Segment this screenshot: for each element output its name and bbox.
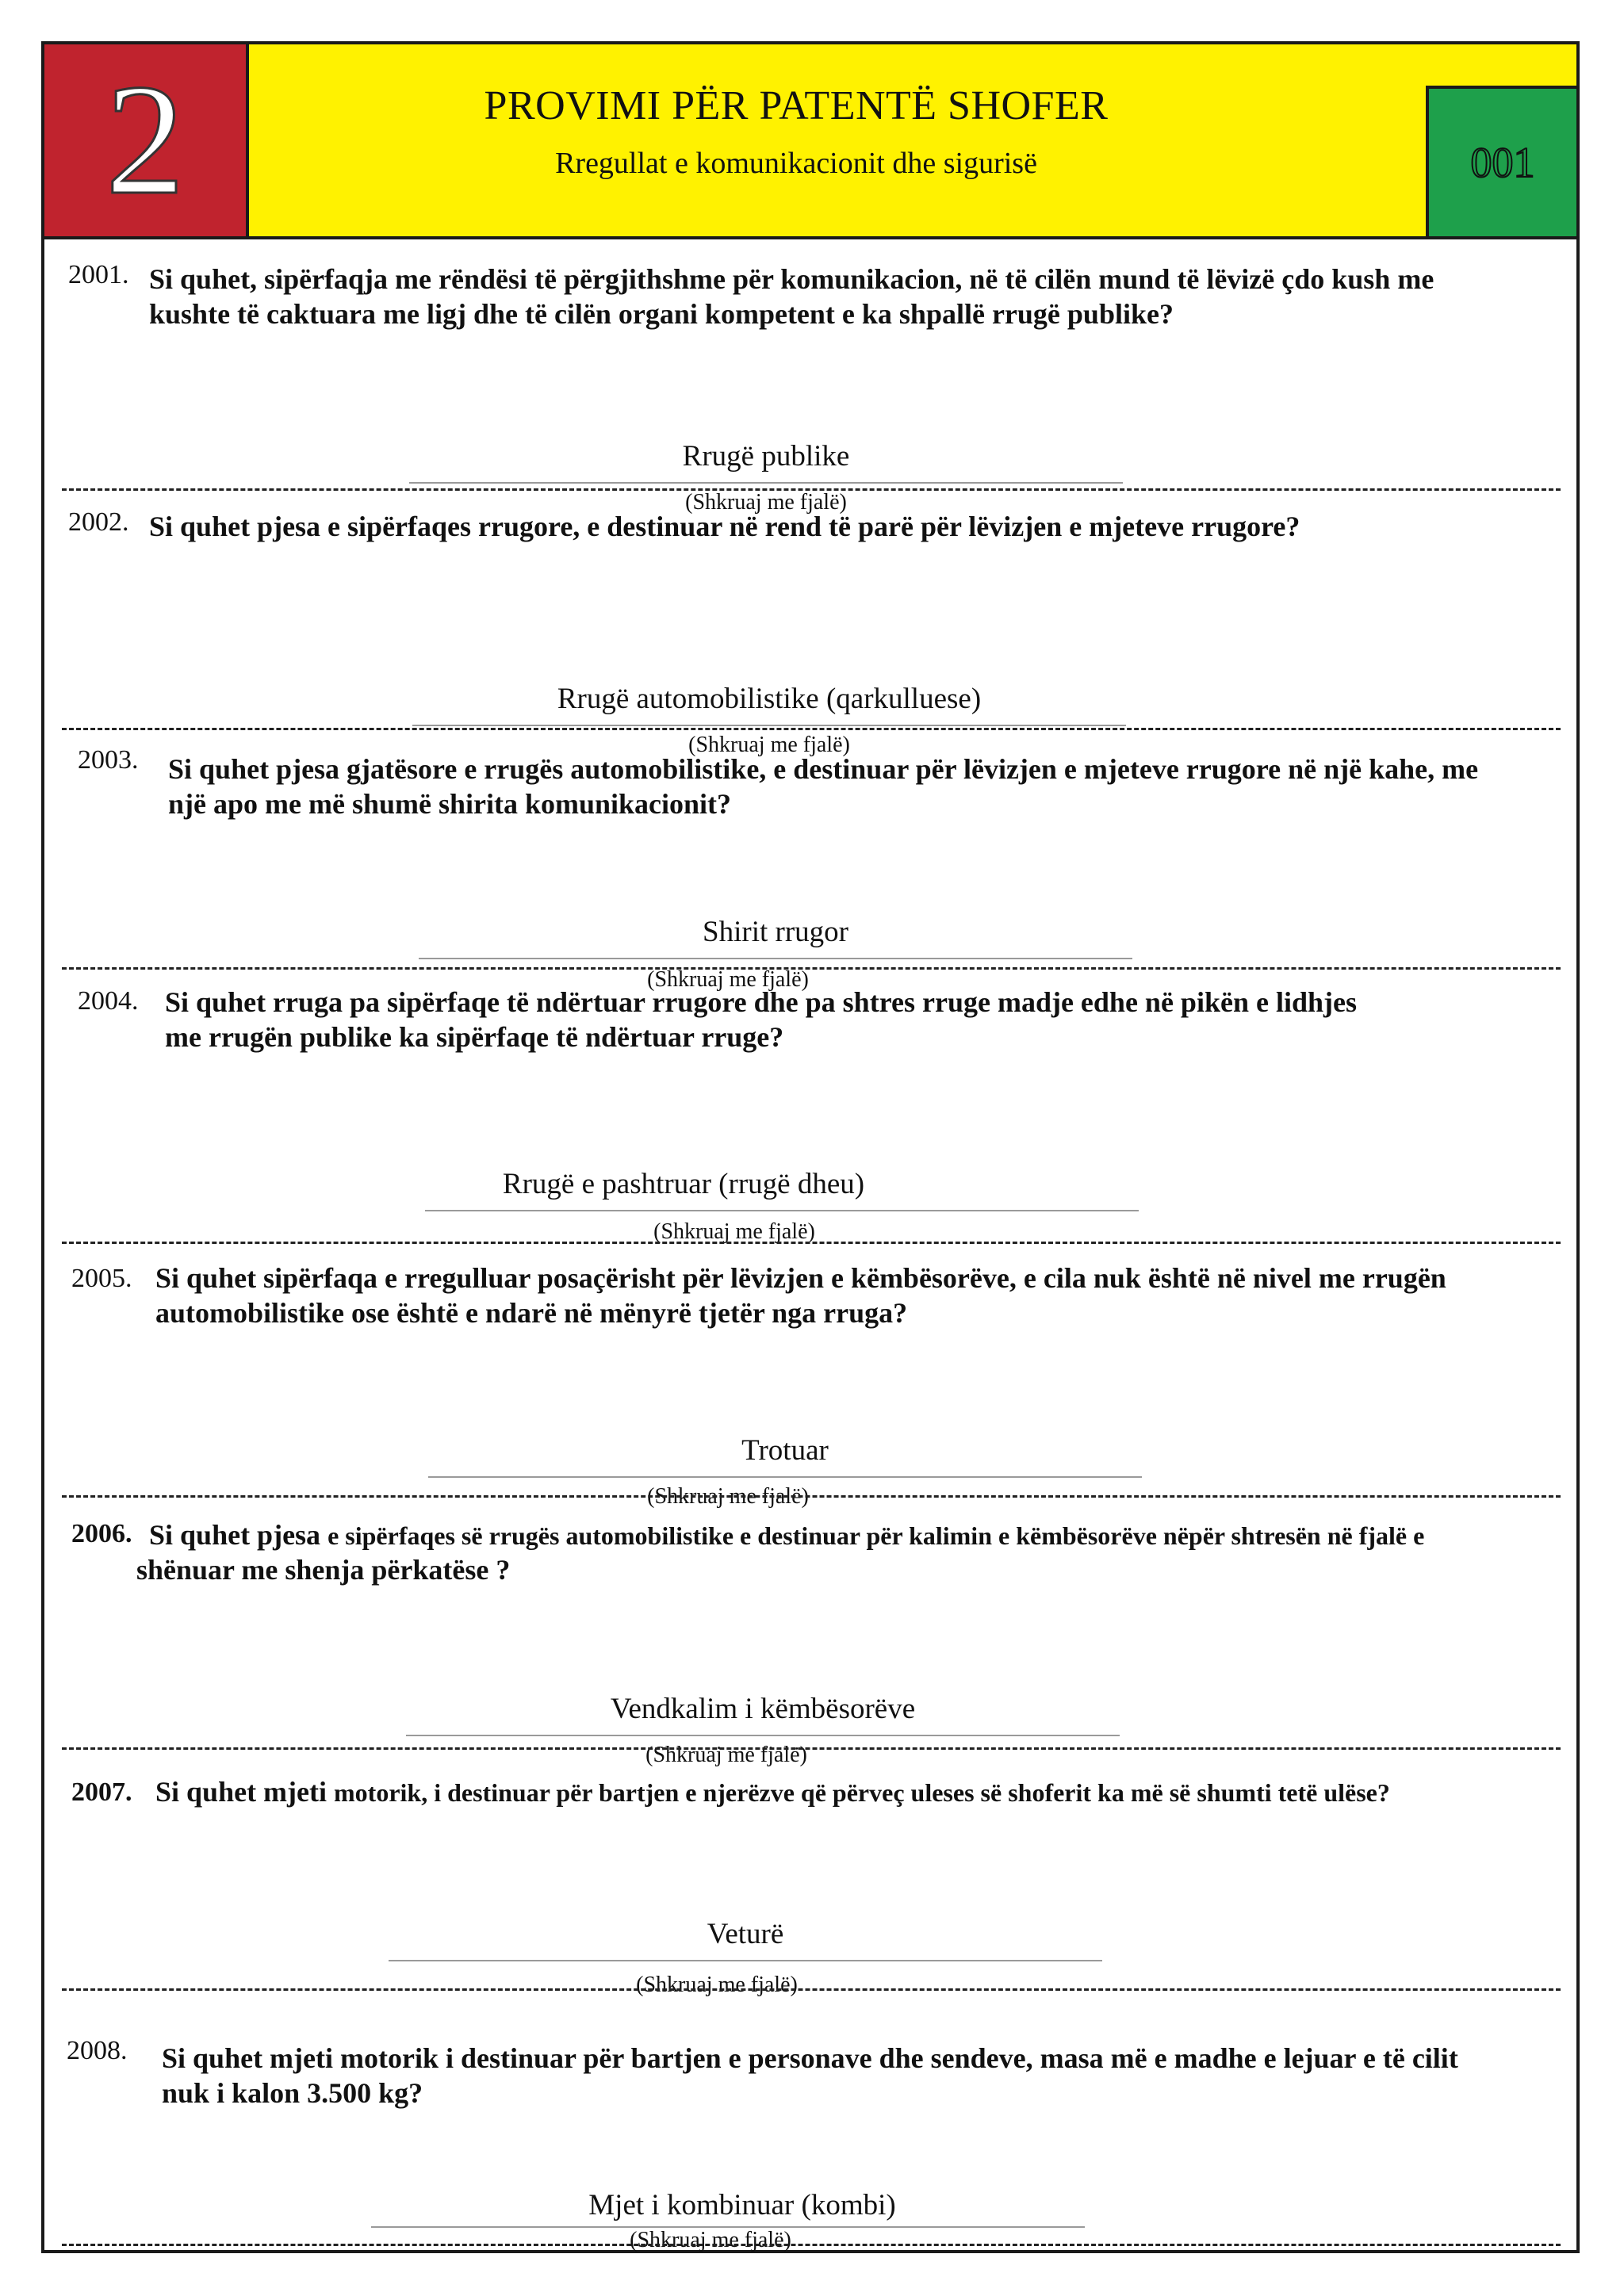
answer-line	[406, 1735, 1120, 1736]
dashed-divider	[62, 1988, 1561, 1991]
answer-text: Shirit rrugor	[703, 916, 848, 948]
question-line-1: Si quhet sipërfaqa e rregulluar posaçërisht për lëvizjen e këmbësorëve, e cila nuk është në nivel me rrugën	[155, 1262, 1446, 1294]
question-lead: Si quhet mjeti	[155, 1776, 327, 1808]
dashed-divider	[62, 2244, 1561, 2246]
category-box	[44, 44, 249, 236]
exam-subtitle: Rregullat e komunikacionit dhe sigurisë	[555, 147, 1037, 180]
answer-text: Vendkalim i këmbësorëve	[610, 1693, 916, 1725]
dashed-divider	[62, 728, 1561, 730]
question-rest: e sipërfaqes së rrugës automobilistike e destinuar për kalimin e këmbësorëve nëpër shtresën në fjalë e	[327, 1521, 1425, 1550]
question-line-1: Si quhet, sipërfaqja me rëndësi të përgjithshme për komunikacion, në të cilën mund të lëvizë çdo kush me	[149, 263, 1434, 295]
dashed-divider	[62, 1495, 1561, 1498]
exam-title: PROVIMI PËR PATENTË SHOFER	[484, 83, 1109, 128]
title-box	[249, 44, 1576, 236]
question-line-2: shënuar me shenja përkatëse ?	[136, 1554, 511, 1586]
answer-hint: (Shkruaj me fjalë)	[630, 2228, 791, 2252]
question-line-1: Si quhet pjesa gjatësore e rrugës automobilistike, e destinuar për lëvizjen e mjeteve rrugore në një kahe, me	[168, 753, 1479, 785]
question-text	[165, 985, 1357, 1054]
dashed-divider	[62, 1242, 1561, 1244]
dashed-divider	[62, 967, 1561, 970]
question-text	[155, 1774, 1390, 1810]
answer-hint: (Shkruaj me fjalë)	[647, 1484, 809, 1509]
answer-text: Trotuar	[741, 1434, 829, 1467]
answer-text: Rrugë automobilistike (qarkulluese)	[557, 683, 982, 715]
dashed-divider	[62, 488, 1561, 491]
answer-text: Rrugë publike	[682, 440, 850, 473]
question-text	[162, 2041, 1458, 2110]
answer-text: Mjet i kombinuar (kombi)	[588, 2189, 896, 2221]
answer-text: Rrugë e pashtruar (rrugë dheu)	[502, 1168, 865, 1200]
answer-hint: (Shkruaj me fjalë)	[636, 1973, 798, 1997]
sheet-code: 001	[1470, 139, 1535, 186]
question-lead: Si quhet pjesa	[149, 1519, 321, 1551]
question-line-2: kushte të caktuara me ligj dhe të cilën organi kompetent e ka shpallë rrugë publike?	[149, 298, 1174, 330]
question-line-1: Si quhet rruga pa sipërfaqe të ndërtuar rrugore dhe pa shtres rruge madje edhe në pikën e lidhjes	[165, 986, 1357, 1018]
question-number: 2005.	[71, 1264, 132, 1293]
question-line-1: Si quhet mjeti motorik i destinuar për bartjen e personave dhe sendeve, masa më e madhe e lejuar e të cilit	[162, 2042, 1458, 2074]
answer-text: Veturë	[707, 1918, 784, 1950]
question-number: 2002.	[68, 507, 129, 537]
answer-hint: (Shkruaj me fjalë)	[645, 1743, 807, 1767]
question-text	[149, 509, 1300, 544]
question-text-continued	[136, 1552, 510, 1587]
answer-hint: (Shkruaj me fjalë)	[688, 733, 850, 757]
answer-line	[389, 1960, 1102, 1961]
answer-line	[425, 1210, 1139, 1211]
question-line-2: nuk i kalon 3.500 kg?	[162, 2077, 423, 2109]
question-text	[149, 262, 1434, 331]
question-number: 2004.	[78, 986, 139, 1016]
question-number: 2003.	[78, 745, 139, 775]
question-number: 2008.	[67, 2036, 128, 2065]
question-number: 2006.	[71, 1519, 132, 1548]
answer-hint: (Shkruaj me fjalë)	[647, 967, 809, 992]
question-line-1	[149, 1517, 1424, 1553]
question-number: 2001.	[68, 260, 129, 289]
answer-line	[412, 725, 1126, 726]
question-line-1: Si quhet pjesa e sipërfaqes rrugore, e destinuar në rend të parë për lëvizjen e mjeteve rrugore?	[149, 511, 1300, 542]
answer-hint: (Shkruaj me fjalë)	[685, 490, 847, 515]
question-line-2: automobilistike ose është e ndarë në mënyrë tjetër nga rruga?	[155, 1297, 908, 1329]
question-line-1	[155, 1774, 1390, 1810]
question-text	[155, 1261, 1446, 1330]
answer-line	[428, 1476, 1142, 1478]
question-text	[149, 1517, 1424, 1553]
question-rest: motorik, i destinuar për bartjen e njerëzve që përveç uleses së shoferit ka më së shumti tetë ulëse?	[334, 1778, 1390, 1807]
question-text	[168, 752, 1478, 821]
sheet-header	[44, 44, 1576, 239]
question-line-2: një apo me më shumë shirita komunikacionit?	[168, 788, 732, 820]
answer-line	[419, 958, 1132, 959]
answer-line	[409, 482, 1123, 484]
category-number: 2	[105, 52, 185, 228]
question-number: 2007.	[71, 1777, 132, 1807]
question-line-2: me rrugën publike ka sipërfaqe të ndërtuar rruge?	[165, 1021, 784, 1053]
exam-sheet	[41, 41, 1580, 2253]
dashed-divider	[62, 1747, 1561, 1750]
answer-hint: (Shkruaj me fjalë)	[653, 1219, 815, 1244]
sheet-code-box	[1426, 86, 1576, 236]
